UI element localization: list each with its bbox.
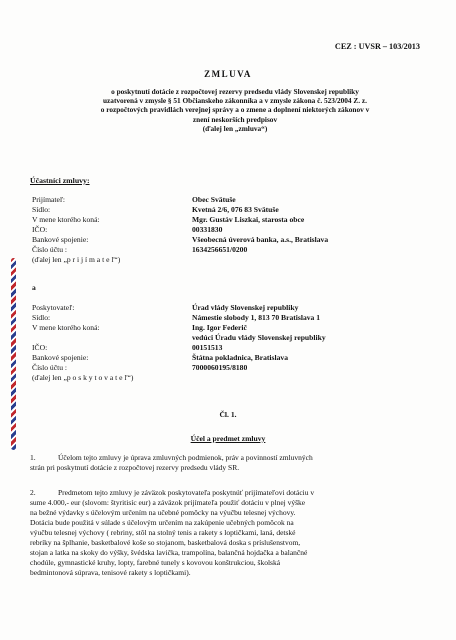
article-number: Čl. 1. xyxy=(219,410,237,419)
subject-line: (ďalej len „zmluva“) xyxy=(202,123,268,133)
paragraph-1-cont xyxy=(30,463,430,473)
paragraph-1 xyxy=(58,453,428,463)
provider-seat: Námestie slobody 1, 813 70 Bratislava 1 xyxy=(192,313,321,322)
recipient-seat-label: Sídlo: xyxy=(32,205,51,214)
provider-ico: 00151513 xyxy=(192,343,223,352)
binding-cord xyxy=(11,258,16,450)
recipient-name: Obec Svätuše xyxy=(192,195,236,204)
recipient-bank-label: Bankové spojenie: xyxy=(32,235,89,244)
article-heading: Účel a predmet zmluvy xyxy=(190,434,266,443)
provider-representative: Ing. Igor Federič xyxy=(192,323,247,332)
paragraph-line: na bežné výdavky s účelovým určením na učebné pomôcky na výučbu telesnej výchovy. xyxy=(30,508,296,517)
paragraph-2-number: 2. xyxy=(30,488,36,497)
recipient-label: Prijímateľ: xyxy=(32,195,66,204)
paragraph-2 xyxy=(58,488,428,498)
provider-representative-role: vedúci Úradu vlády Slovenskej republiky xyxy=(192,333,326,342)
contract-subject xyxy=(30,87,440,133)
paragraph-line: strán pri poskytnutí dotácie z rozpočtovej rezervy predsedu vlády SR. xyxy=(30,463,240,472)
paragraph-line: stojan a latka na skoky do výšky, švédska lavička, trampolína, balančná hojdačka a balančné xyxy=(30,548,308,557)
recipient-account-label: Číslo účtu : xyxy=(32,245,68,254)
provider-label: Poskytovateľ: xyxy=(32,303,75,312)
provider-account-label: Číslo účtu : xyxy=(32,363,68,372)
recipient-seat: Kvetná 2/6, 076 83 Svätuše xyxy=(192,205,279,214)
paragraph-line: chodúle, gymnastické kruhy, lopty, farebné tunely s kovovou konštrukciou, školská xyxy=(30,558,281,567)
recipient-ico: 00331830 xyxy=(192,225,223,234)
recipient-account: 1634256651/0200 xyxy=(192,245,248,254)
provider-bank-label: Bankové spojenie: xyxy=(32,353,89,362)
recipient-representative-label: V mene ktorého koná: xyxy=(32,215,100,224)
provider-name: Úrad vlády Slovenskej republiky xyxy=(192,303,299,312)
paragraph-line: Predmetom tejto zmluvy je záväzok poskytovateľa poskytnúť prijímateľovi dotáciu v xyxy=(58,488,315,497)
provider-bank: Štátna pokladnica, Bratislava xyxy=(192,353,288,362)
provider-representative-label: V mene ktorého koná: xyxy=(32,323,100,332)
recipient-bank: Všeobecná úverová banka, a.s., Bratislava xyxy=(192,235,329,244)
provider-alias: (ďalej len „p o s k y t o v a t e ľ“) xyxy=(32,373,134,382)
document-title: ZMLUVA xyxy=(204,69,252,79)
provider-ico-label: IČO: xyxy=(32,343,48,352)
paragraph-1-number: 1. xyxy=(30,453,36,462)
paragraph-line: rebríky na šplhanie, basketbalové koše so stojanom, basketbalová doska s príslušenstvom, xyxy=(30,538,301,547)
paragraph-line: bedmintonová súprava, tenisové rakety s loptičkami). xyxy=(30,568,191,577)
subject-line: o poskytnutí dotácie z rozpočtovej rezervy predsedu vlády Slovenskej republiky xyxy=(111,87,359,96)
recipient-representative: Mgr. Gustáv Liszkai, starosta obce xyxy=(192,215,305,224)
recipient-alias: (ďalej len „p r i j í m a t e ľ“) xyxy=(32,255,121,264)
paragraph-line: sume 4.000,- eur (slovom: štyritisíc eur) a záväzok prijímateľa použiť dotáciu v plnej výške xyxy=(30,498,306,507)
paragraph-line: Účelom tejto zmluvy je úprava zmluvných podmienok, práv a povinností zmluvných xyxy=(58,453,313,462)
parties-heading: Účastníci zmluvy: xyxy=(30,176,90,185)
conjunction: a xyxy=(32,283,36,292)
recipient-ico-label: IČO: xyxy=(32,225,48,234)
subject-line: uzatvorená v zmysle § 51 Občianskeho zákonníka a v zmysle zákona č. 523/2004 Z. z. xyxy=(103,96,367,106)
subject-line: znení neskorších predpisov xyxy=(192,114,278,124)
paragraph-line: Dotácia bude použitá v súlade s účelovým určením na zakúpenie učebných pomôcok na xyxy=(30,518,294,527)
reference-number: CEZ : UVSR – 103/2013 xyxy=(334,42,420,51)
paragraph-2-cont xyxy=(30,498,430,578)
paragraph-line: výučbu telesnej výchovy ( rebriny, stôl na stolný tenis a rakety s loptičkami, laná, detské xyxy=(30,528,296,537)
provider-seat-label: Sídlo: xyxy=(32,313,51,322)
provider-account: 7000060195/8180 xyxy=(192,363,248,372)
subject-line: o rozpočtových pravidlách verejnej správy a o zmene a doplnení niektorých zákonov v xyxy=(100,105,370,115)
